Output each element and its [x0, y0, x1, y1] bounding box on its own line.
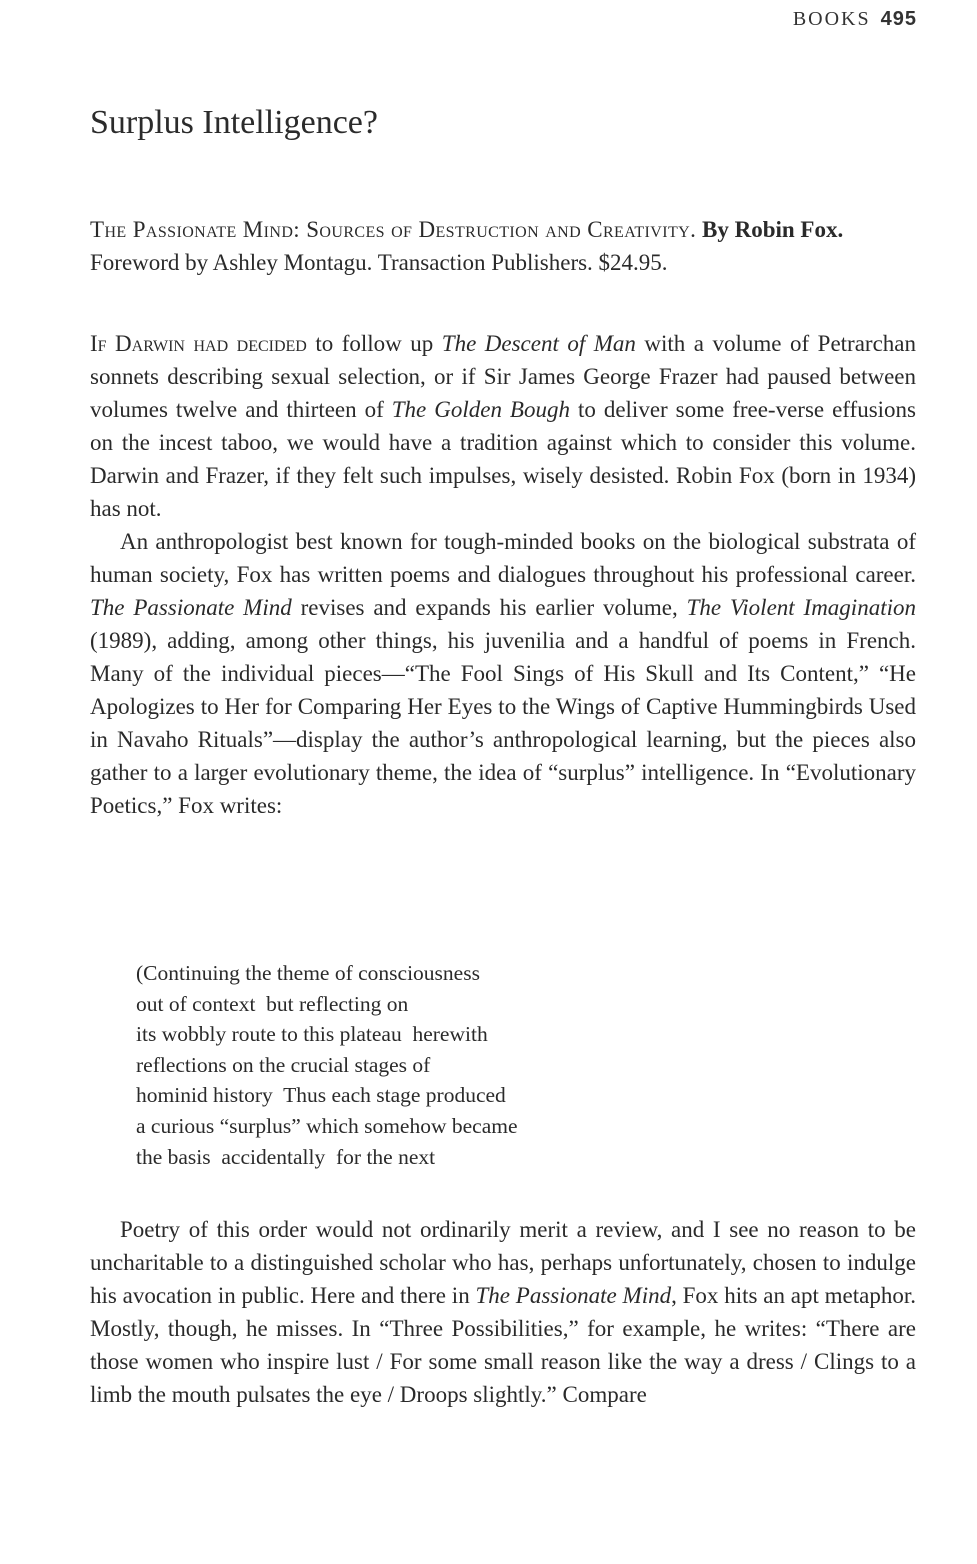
author-by: By [702, 217, 729, 242]
poem-line: out of context but reflecting on [136, 991, 409, 1016]
italic-title: The Passionate Mind [90, 595, 292, 620]
text-run: with a volume of Petrarchan sonnets describing sexual selection, or if Sir James George Frazer had paused between volumes twelve and thirteen of [90, 331, 916, 422]
text-run: to follow up [306, 331, 442, 356]
poem-line: its wobbly route to this plateau herewith [136, 1022, 488, 1047]
book-citation [90, 213, 916, 279]
text-run: , Fox hits an apt metaphor. Mostly, though, he misses. In “Three Possibilities,” for example, he writes: “There are those women who inspire lust / For some small reason like the way a dress / Clings to a limb the mouth pulsates the eye / Droops slightly.” Compare [90, 1283, 916, 1407]
book-title: The Passionate Mind: Sources of Destruction and Creativity. [90, 217, 697, 242]
paragraph-1 [90, 327, 916, 525]
paragraph-2 [90, 525, 916, 822]
poem-line: a curious “surplus” which somehow became [136, 1113, 518, 1138]
text-run: An anthropologist best known for tough-minded books on the biological substrata of human society, Fox has written poems and dialogues throughout his professional career. [90, 529, 916, 587]
running-head [793, 8, 917, 31]
poem-line: (Continuing the theme of consciousness [136, 961, 480, 985]
poem-line: the basis accidentally for the next [136, 1144, 436, 1169]
review-body-bottom [90, 1213, 916, 1411]
review-body-top [90, 327, 916, 822]
author-name: Robin Fox. [734, 217, 844, 242]
lead-in: If Darwin had decided [90, 331, 307, 356]
poem-excerpt [136, 958, 736, 1172]
italic-title: The Descent of Man [441, 331, 636, 356]
text-run: to deliver some free-verse effusions on the incest taboo, we would have a tradition against which to consider this volume. Darwin and Frazer, if they felt such impulses, wisely desisted. Robin Fox (born in 1934) has not. [90, 397, 916, 521]
text-run: revises and expands his earlier volume, [291, 595, 687, 620]
book-details: Foreword by Ashley Montagu. Transaction Publishers. $24.95. [90, 250, 668, 275]
poem-line: reflections on the crucial stages of [136, 1052, 431, 1077]
italic-title: The Golden Bough [391, 397, 570, 422]
italic-title: The Passionate Mind [475, 1283, 672, 1308]
italic-title: The Violent Imagination [686, 595, 916, 620]
paragraph-3 [90, 1213, 916, 1411]
review-title: Surplus Intelligence? [90, 104, 378, 141]
page-number: 495 [880, 8, 917, 30]
text-run: Poetry of this order would not ordinarily merit a review, and I see no reason to be uncharitable to a distinguished scholar who has, perhaps unfortunately, chosen to indulge his avocation in public. Here and there in [90, 1217, 916, 1308]
text-run: (1989), adding, among other things, his juvenilia and a handful of poems in French. Many of the individual pieces—“The Fool Sings of His Skull and Its Content,” “He Apologizes to Her for Comparing Her Eyes to the Wings of Captive Hummingbirds Used in Navaho Rituals”—display the author’s anthropological learning, but the pieces also gather to a larger evolutionary theme, the idea of “surplus” intelligence. In “Evolutionary Poetics,” Fox writes: [90, 628, 916, 818]
poem-line: hominid history Thus each stage produced [136, 1083, 506, 1108]
section-label: BOOKS [792, 8, 871, 30]
